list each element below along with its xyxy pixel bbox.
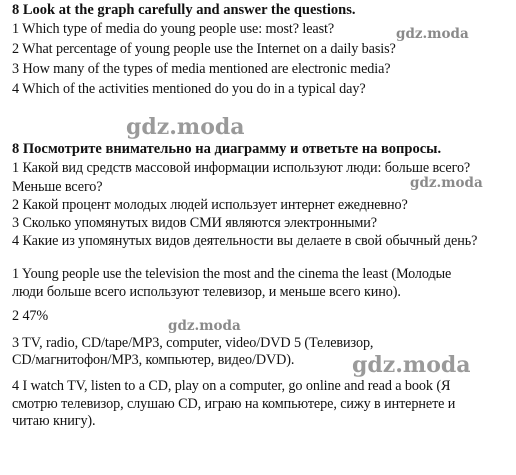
answer-line: люди больше всего используют телевизор, и меньше всего кино). xyxy=(12,284,401,300)
watermark: gdz.moda xyxy=(168,318,241,334)
watermark: gdz.moda xyxy=(126,114,245,140)
question-line: 1 Which type of media do young people use: most? least? xyxy=(12,21,335,37)
answer-line: 4 I watch TV, listen to a CD, play on a computer, go online and read a book (Я xyxy=(12,378,451,394)
question-line: 2 What percentage of young people use the Internet on a daily basis? xyxy=(12,41,396,57)
question-line-ru: 4 Какие из упомянутых видов деятельности вы делаете в свой обычный день? xyxy=(12,233,478,249)
answer-line: 2 47% xyxy=(12,308,49,324)
question-line-ru: 3 Сколько упомянутых видов СМИ являются электронными? xyxy=(12,215,377,231)
answer-line: CD/магнитофон/MP3, компьютер, видео/DVD). xyxy=(12,352,295,368)
watermark: gdz.moda xyxy=(352,352,471,378)
watermark: gdz.moda xyxy=(410,175,483,191)
question-line-ru: Меньше всего? xyxy=(12,179,103,195)
watermark: gdz.moda xyxy=(396,26,469,42)
answer-line: 3 TV, radio, CD/tape/MP3, computer, video/DVD 5 (Телевизор, xyxy=(12,335,374,351)
section-8-heading-en: 8 Look at the graph carefully and answer the questions. xyxy=(12,2,356,18)
answer-line: смотрю телевизор, слушаю CD, играю на компьютере, сижу в интернете и xyxy=(12,396,456,412)
question-line: 4 Which of the activities mentioned do you do in a typical day? xyxy=(12,81,366,97)
question-line-ru: 1 Какой вид средств массовой информации используют люди: больше всего? xyxy=(12,160,471,176)
answer-line: 1 Young people use the television the most and the cinema the least (Молодые xyxy=(12,266,452,282)
answer-line: читаю книгу). xyxy=(12,413,96,429)
question-line: 3 How many of the types of media mentioned are electronic media? xyxy=(12,61,391,77)
section-8-heading-ru: 8 Посмотрите внимательно на диаграмму и ответьте на вопросы. xyxy=(12,141,442,157)
question-line-ru: 2 Какой процент молодых людей использует интернет ежедневно? xyxy=(12,197,408,213)
